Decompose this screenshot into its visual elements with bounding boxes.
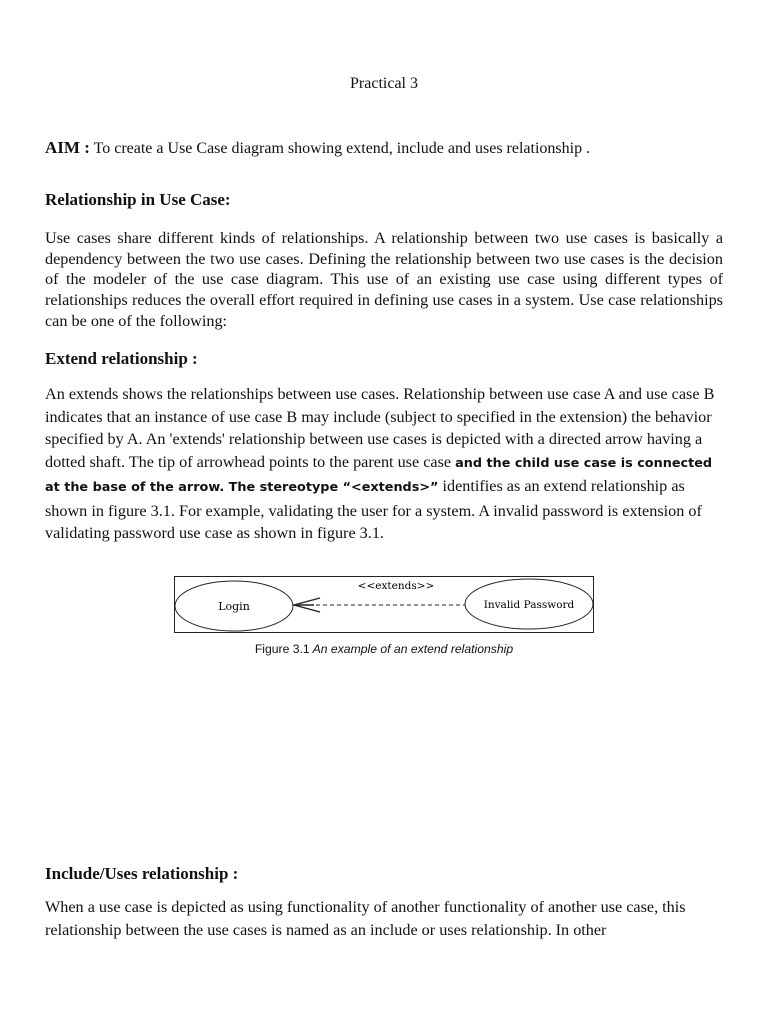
- extend-diagram: [174, 576, 594, 633]
- aim-label: AIM :: [45, 138, 90, 157]
- page-title: Practical 3: [350, 75, 418, 92]
- extend-paragraph: [45, 383, 723, 545]
- login-use-case-label: Login: [218, 600, 250, 613]
- aim-text: To create a Use Case diagram showing extend, include and uses relationship .: [89, 140, 591, 157]
- extend-text-bold: and the child use case is connected at the base of the arrow. The stereotype “<extends>”: [45, 455, 713, 495]
- aim-line: [45, 138, 735, 158]
- extend-text-part2: identifies as an extend relationship as shown in figure 3.1. For example, validating the user for a system. A invalid password is extension of validating password use case as shown in figure 3.1.: [45, 477, 702, 542]
- extend-heading: Extend relationship :: [45, 349, 198, 368]
- relationship-heading: Relationship in Use Case:: [45, 190, 231, 209]
- include-heading: Include/Uses relationship :: [45, 864, 239, 883]
- include-paragraph: When a use case is depicted as using functionality of another functionality of another use case, this relationship between the use cases is named as an include or uses relationship. In other: [45, 898, 686, 939]
- extend-text-part1: An extends shows the relationships between use cases. Relationship between use case A and use case B indicates that an instance of use case B may include (subject to specified in the extension) the behavior specified by A. An 'extends' relationship between use cases is depicted with a directed arrow having a dotted shaft. The tip of arrowhead points to the parent use case: [45, 385, 715, 471]
- extend-figure: [174, 576, 594, 633]
- figure-caption: [0, 642, 768, 656]
- caption-label: Figure 3.1: [254, 642, 310, 656]
- invalid-password-use-case-label: Invalid Password: [483, 599, 575, 611]
- stereotype-label: <<extends>>: [357, 580, 435, 592]
- relationship-paragraph: Use cases share different kinds of relationships. A relationship between two use cases is basically a dependency between the two use cases. Defining the relationship between two use cases is the decision of the modeler of the use case diagram. This use of an existing use case using different types of relationships reduces the overall effort required in defining use cases in a system. Use case relationships can be one of the following:: [45, 229, 723, 330]
- caption-text: An example of an extend relationship: [309, 642, 514, 656]
